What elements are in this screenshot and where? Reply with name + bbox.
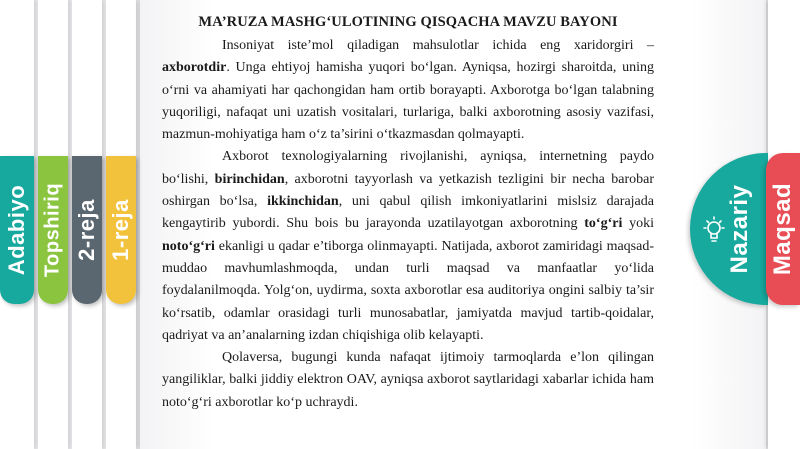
text: Axborot texnologiyalarning rivojlanishi, ayniqsa, internetning paydo bo‘lishi, [162, 149, 654, 187]
tab-maqsad-label: Maqsad [769, 182, 796, 276]
tab-2-reja[interactable] [72, 156, 102, 304]
tab-adabiyo[interactable] [0, 156, 34, 304]
paragraph-2 [162, 146, 654, 347]
document-title: MA’RUZA MASHG‘ULOTINING QISQACHA MAVZU BAYONI [198, 14, 618, 30]
text: , uni qabul qilish imkoniyatlarini mislsiz darajada kengaytirib yubordi. Shu bois bu jarayonda uzatilayotgan axborotning [162, 194, 654, 232]
paragraph-1 [162, 35, 654, 146]
tab-adabiyo-label: Adabiyo [4, 184, 29, 276]
tab-nazariy-label: Nazariy [725, 184, 753, 274]
text: ekanligi u qadar e’tiborga olinmayapti. Natijada, axborot zamiridagi maqsad-muddao mavhumlashmoqda, undan turli maqsad va manfaatlar yo‘lida foydalanilmoqda. Yolg‘on, uydirma, soxta axborotlar esa auditoriya ongini salbiy ta’sir ko‘rsatib, odamlar orasidagi turli munosabatlar, jamiyatda mavjud tartib-qoidalar, qadriyat va an’analarning izdan chiqishiga olib kelayapti. [162, 238, 654, 343]
text: , axborotni tayyorlash va yetkazish tezligini bir necha barobar oshirgan bo‘lsa, [162, 171, 654, 210]
tab-1-reja-label: 1-reja [108, 199, 133, 261]
tab-2-reja-label: 2-reja [74, 199, 99, 261]
lightbulb-icon [700, 214, 728, 244]
paragraph-3 [162, 347, 654, 414]
tab-1-reja[interactable] [106, 156, 136, 304]
bold-term: axborotdir [162, 60, 227, 76]
text: Insoniyat iste’mol qiladigan mahsulotlar ichida eng xaridorgiri – [222, 38, 654, 53]
text: yoki [629, 216, 655, 232]
bold-term: birinchidan [214, 171, 285, 187]
text: Qolaversa, bugungi kunda nafaqat ijtimoiy tarmoqlarda e’lon qilingan yangiliklar, balki jiddiy elektron OAV, ayniqsa axborot saytlaridagi xabarlar ichida ham noto‘g‘ri axborotlar ko‘p uchraydi. [162, 350, 654, 410]
document-content [162, 14, 654, 414]
tab-maqsad[interactable] [766, 153, 800, 305]
tab-topshiriq[interactable] [38, 156, 68, 304]
tab-topshiriq-label: Topshiriq [41, 182, 64, 278]
bold-term: to‘g‘ri [584, 216, 623, 232]
text: . Unga ehtiyoj hamisha yuqori bo‘lgan. Ayniqsa, hozirgi sharoitda, uning o‘rni va ahamiyati har qachongidan ham ortib borayapti. Axborotga bo‘lgan talabning yuqoriligi, nafaqat uni uzatish vositalari, turlariga, balki axborotning asosiy vazifasi, mazmun-mohiyatiga ham o‘z ta’sirini o‘tkazmasdan qolmayapti. [162, 60, 654, 143]
bold-term: noto‘g‘ri [162, 238, 215, 254]
bold-term: ikkinchidan [267, 194, 339, 210]
